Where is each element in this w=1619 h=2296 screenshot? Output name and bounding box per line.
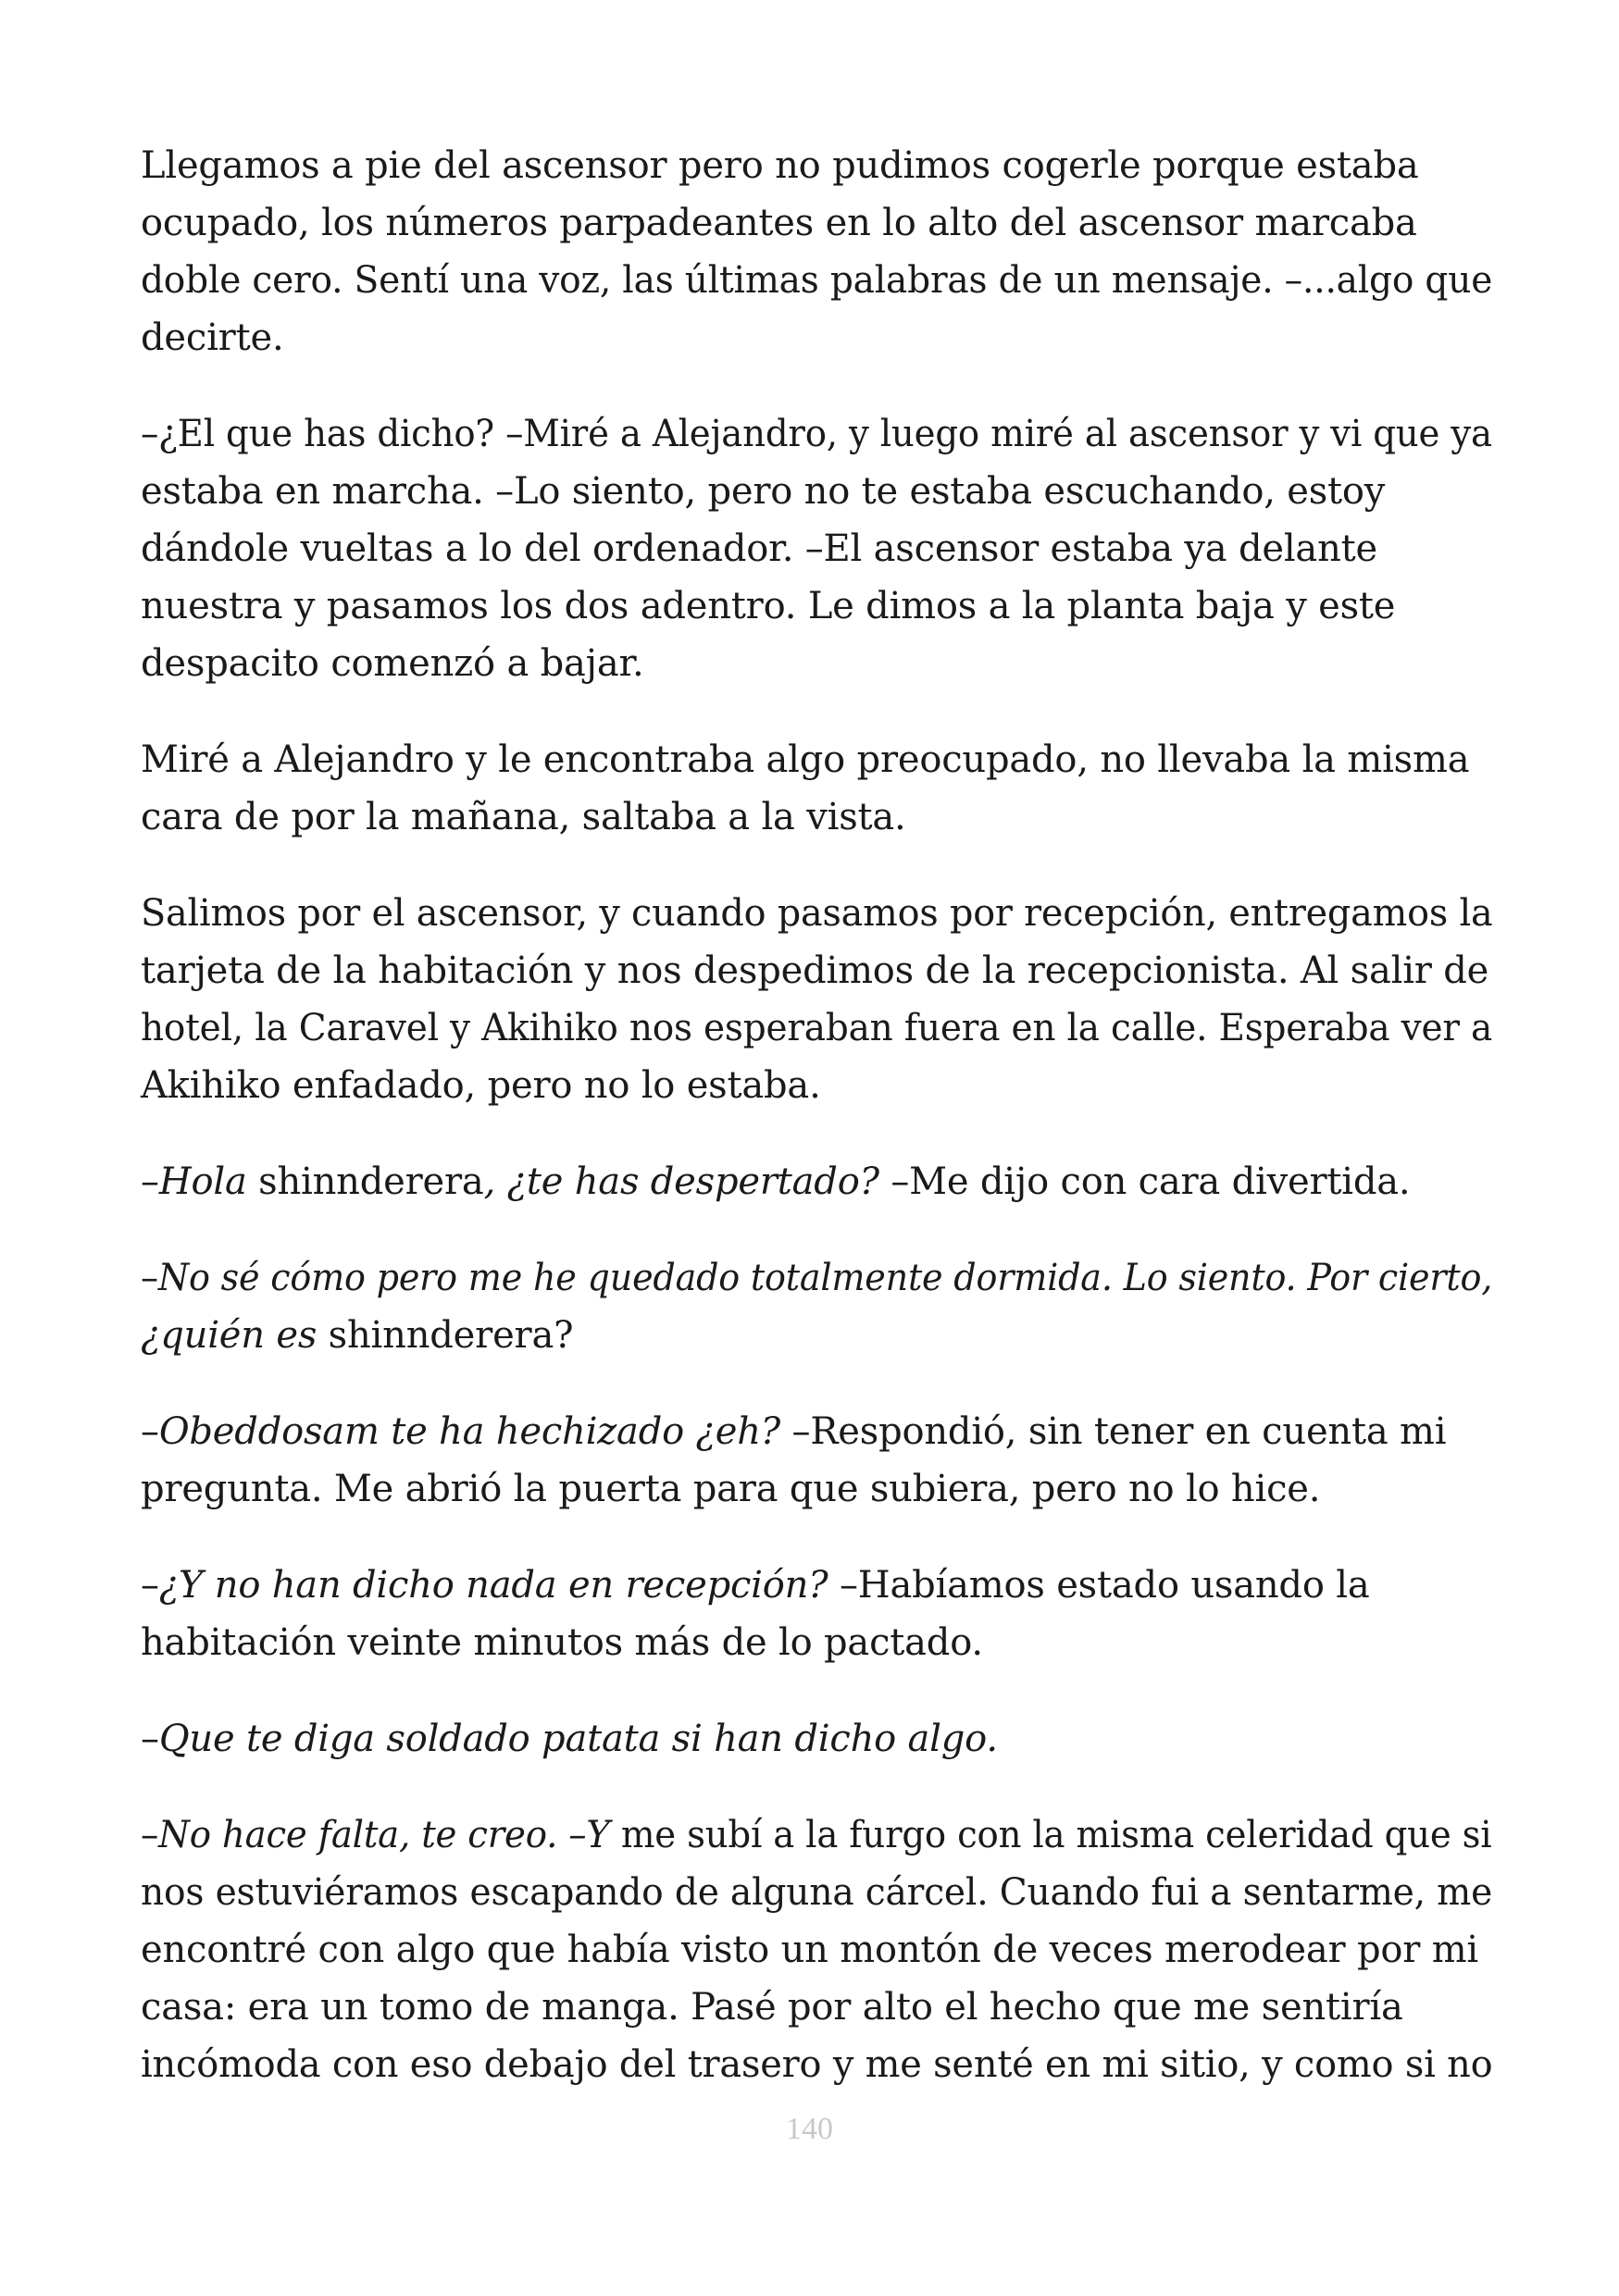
text-line [141,194,1492,252]
italic-run: ¿quién es [141,1314,318,1357]
text-line [141,252,1493,309]
text-line [141,1460,1492,1518]
text-run: despacito comenzó a bajar. [141,642,644,685]
text-line [141,1057,1492,1114]
italic-run: Hola [158,1160,247,1203]
text-run: shinnderera? [317,1314,574,1357]
text-run: – [141,1814,159,1856]
italic-run: No hace falta, te creo. –Y [158,1814,610,1856]
text-run: – [141,1718,159,1760]
text-line [141,405,1492,463]
text-line [141,1710,1492,1768]
text-run: Akihiko enfadado, pero no lo estaba. [141,1064,821,1107]
text-run: –Me dijo con cara divertida. [878,1160,1411,1203]
paragraph [141,885,1492,1114]
text-line [141,137,1492,194]
paragraph [141,1249,1492,1364]
text-line [141,1614,1492,1671]
italic-run: , ¿te has despertado? [483,1160,879,1203]
text-line [141,885,1493,942]
text-run: habitación veinte minutos más de lo pactado. [141,1621,983,1664]
text-run: nos estuviéramos escapando de alguna cárcel. Cuando fui a sentarme, me [141,1871,1493,1914]
text-run: cara de por la mañana, saltaba a la vista. [141,796,906,838]
text-run: encontré con algo que había visto un montón de veces merodear por mi [141,1929,1479,1971]
text-line [141,2036,1493,2093]
text-line [141,999,1493,1057]
italic-run: No sé cómo pero me he quedado totalmente dormida. Lo siento. Por cierto, [157,1257,1493,1299]
text-run: shinnderera [246,1160,484,1203]
text-run: ocupado, los números parpadeantes en lo alto del ascensor marcaba [141,202,1417,244]
text-line [141,788,1492,846]
paragraph [141,1710,1492,1768]
text-line [141,309,1492,366]
paragraph [141,1153,1492,1210]
text-run: Salimos por el ascensor, y cuando pasamos por recepción, entregamos la [141,892,1493,935]
text-run: Llegamos a pie del ascensor pero no pudimos cogerle porque estaba [141,144,1419,187]
text-line [141,1806,1492,1864]
text-line [141,1403,1492,1460]
text-run: dándole vueltas a lo del ordenador. –El ascensor estaba ya delante [141,527,1377,570]
text-run: – [141,1564,159,1607]
text-line [141,1307,1492,1364]
text-run: decirte. [141,316,284,359]
text-line [141,463,1492,520]
text-run: tarjeta de la habitación y nos despedimos de la recepcionista. Al salir de [141,949,1489,992]
text-run: – [141,1160,159,1203]
italic-run: Que te diga soldado patata si han dicho algo. [158,1718,998,1760]
text-line [141,1557,1492,1614]
text-line [141,942,1492,999]
italic-run: ¿Y no han dicho nada en recepción? [158,1564,828,1607]
text-line [141,520,1492,577]
paragraph [141,1806,1492,2093]
text-run: pregunta. Me abrió la puerta para que subiera, pero no lo hice. [141,1468,1321,1510]
text-run: estaba en marcha. –Lo siento, pero no te estaba escuchando, estoy [141,470,1386,513]
text-line [141,1979,1492,2036]
text-run: Miré a Alejandro y le encontraba algo preocupado, no llevaba la misma [141,738,1470,781]
paragraph [141,1557,1492,1671]
text-line [141,1921,1492,1979]
paragraph [141,731,1492,846]
text-run: –Respondió, sin tener en cuenta mi [780,1410,1447,1453]
text-line [141,731,1492,788]
text-run: incómoda con eso debajo del trasero y me senté en mi sitio, y como si no [141,2043,1493,2086]
text-run: casa: era un tomo de manga. Pasé por alto el hecho que me sentiría [141,1986,1403,2029]
paragraph [141,405,1492,692]
italic-run: Obeddosam te ha hechizado ¿eh? [158,1410,781,1453]
text-line [141,1864,1493,1921]
text-line [141,635,1492,692]
text-run: –¿El que has dicho? –Miré a Alejandro, y luego miré al ascensor y vi que ya [141,413,1492,455]
text-line [141,577,1492,635]
text-run: –Habíamos estado usando la [828,1564,1370,1607]
text-line [141,1249,1493,1307]
text-run: doble cero. Sentí una voz, las últimas palabras de un mensaje. –...algo que [141,259,1493,302]
text-line [141,1153,1492,1210]
text-run: – [141,1410,159,1453]
text-run: – [141,1257,158,1299]
text-run: me subí a la furgo con la misma celeridad que si [609,1814,1492,1856]
paragraph [141,137,1492,366]
page-number: 140 [786,2112,833,2146]
paragraph [141,1403,1492,1518]
text-run: hotel, la Caravel y Akihiko nos esperaban fuera en la calle. Esperaba ver a [141,1007,1493,1049]
body-text [141,137,1492,2132]
text-run: nuestra y pasamos los dos adentro. Le dimos a la planta baja y este [141,585,1396,627]
